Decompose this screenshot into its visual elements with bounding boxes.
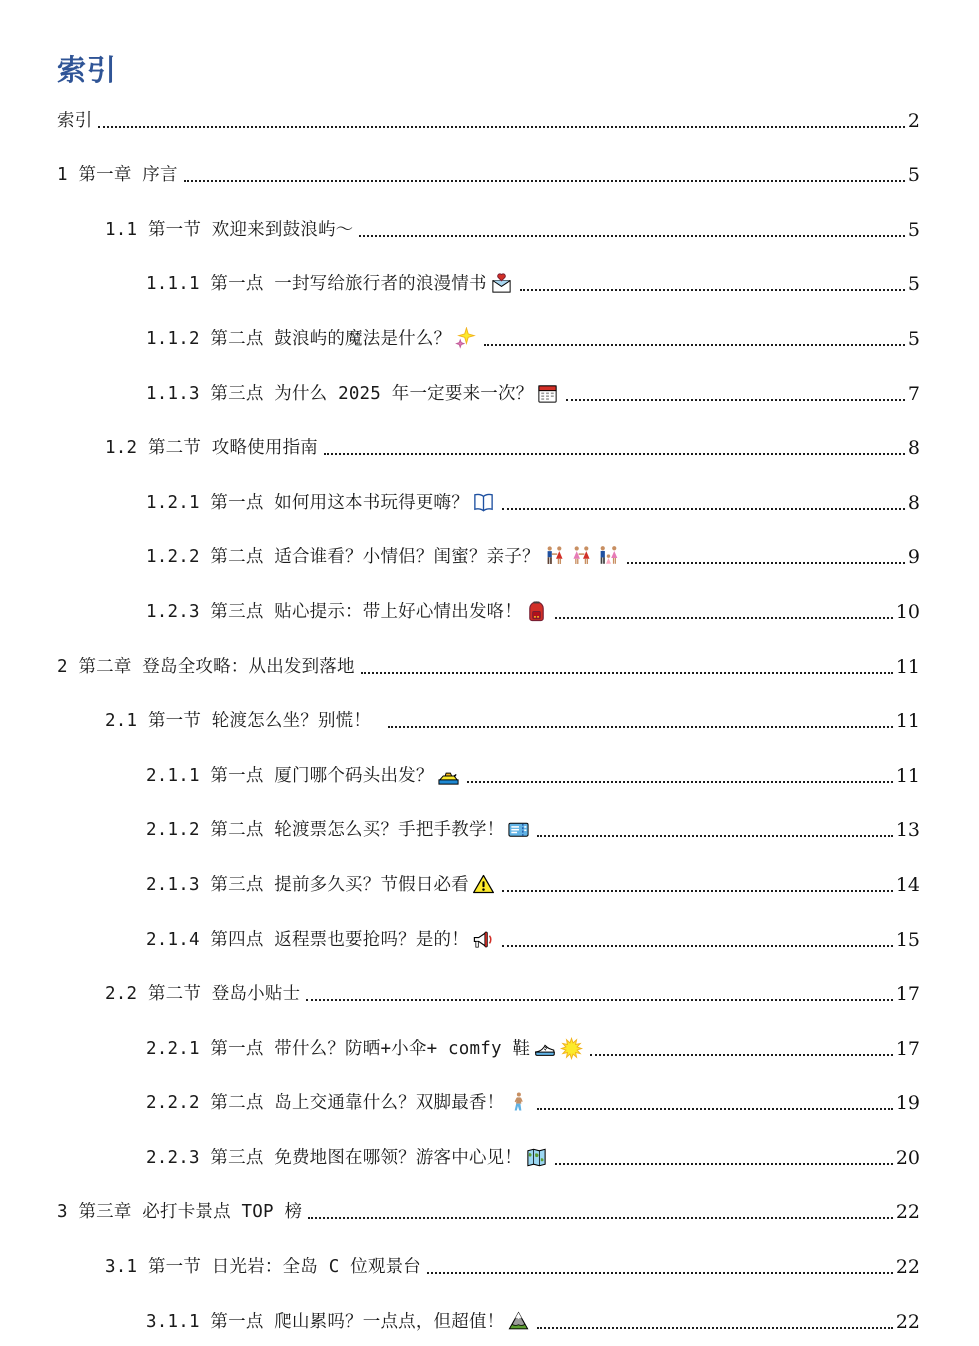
toc-entry[interactable] — [57, 1018, 920, 1073]
toc-entry[interactable] — [57, 800, 920, 855]
dot-leader — [388, 726, 893, 728]
open-book-icon — [472, 491, 495, 514]
toc-page-number: 13 — [895, 819, 920, 842]
dot-leader — [537, 1108, 892, 1110]
mountain-icon — [507, 1310, 530, 1333]
toc-page-number: 11 — [895, 764, 920, 787]
toc-entry[interactable] — [57, 636, 920, 691]
dot-leader — [627, 562, 905, 564]
toc-entry-label: 1.2.1 第一点 如何用这本书玩得更嗨？ — [146, 492, 469, 513]
toc-entry-icons — [522, 1146, 549, 1170]
toc-entry-label: 索引 — [57, 110, 93, 131]
toc-page-number: 7 — [907, 382, 920, 405]
dot-leader — [502, 890, 893, 892]
dot-leader — [308, 1217, 893, 1219]
toc-entry-label: 2.1.2 第二点 轮渡票怎么买？手把手教学！ — [146, 820, 505, 841]
sun-icon — [560, 1037, 583, 1060]
toc-entry-label: 1.1.1 第一点 一封写给旅行者的浪漫情书 — [146, 274, 487, 295]
warning-icon — [472, 873, 495, 896]
dot-leader — [324, 453, 905, 455]
toc-page-number: 17 — [895, 1037, 920, 1060]
toc-entry-label: 1.1 第一节 欢迎来到鼓浪屿～ — [105, 219, 354, 240]
toc-entry-icons — [469, 491, 496, 515]
toc-page-number: 14 — [895, 873, 920, 896]
toc-entry[interactable] — [57, 581, 920, 636]
dot-leader — [184, 180, 905, 182]
toc-page-number: 22 — [895, 1256, 920, 1279]
ticket-icon — [507, 818, 530, 841]
dot-leader — [427, 1272, 893, 1274]
toc-entry-label: 2.1 第一节 轮渡怎么坐？别慌！ — [105, 711, 382, 732]
toc-entry-icons — [540, 545, 621, 569]
toc-entry-label: 2 第二章 登岛全攻略：从出发到落地 — [57, 656, 355, 677]
family-icon — [597, 545, 620, 568]
toc-entry-icons — [451, 327, 478, 351]
dot-leader — [555, 617, 893, 619]
toc-entry[interactable] — [57, 90, 920, 145]
table-of-contents — [57, 90, 920, 1346]
toc-entry-label: 2.1.4 第四点 返程票也要抢吗？是的！ — [146, 929, 469, 950]
toc-entry-label: 1.2.2 第二点 适合谁看？小情侣？闺蜜？亲子？ — [146, 547, 540, 568]
dot-leader — [502, 945, 893, 947]
dot-leader — [537, 835, 892, 837]
page-title: 索引 — [57, 53, 118, 87]
calendar-icon — [536, 382, 559, 405]
toc-page-number: 20 — [895, 1146, 920, 1169]
toc-page-number: 5 — [907, 273, 920, 296]
toc-entry[interactable] — [57, 527, 920, 582]
toc-entry-icons — [530, 1037, 584, 1061]
toc-entry-icons — [504, 1310, 531, 1334]
toc-page-number: 10 — [895, 600, 920, 623]
toc-page-number: 8 — [907, 491, 920, 514]
toc-entry[interactable] — [57, 1127, 920, 1182]
toc-entry-icons — [533, 382, 560, 406]
toc-entry-icons — [487, 272, 514, 296]
toc-entry-label: 3.1.1 第一点 爬山累吗？一点点，但超值！ — [146, 1311, 505, 1332]
toc-entry-icons — [469, 873, 496, 897]
toc-entry[interactable] — [57, 254, 920, 309]
toc-entry-label: 2.2.2 第二点 岛上交通靠什么？双脚最香！ — [146, 1093, 505, 1114]
toc-page-number: 11 — [895, 655, 920, 678]
toc-entry-label: 2.2 第二节 登岛小贴士 — [105, 984, 301, 1005]
backpack-icon — [525, 600, 548, 623]
dot-leader — [98, 126, 905, 128]
toc-entry[interactable] — [57, 1236, 920, 1291]
toc-page-number: 22 — [895, 1310, 920, 1333]
toc-page-number: 8 — [907, 437, 920, 460]
dot-leader — [520, 289, 905, 291]
toc-page-number: 5 — [907, 327, 920, 350]
toc-entry[interactable] — [57, 1291, 920, 1346]
dot-leader — [502, 508, 905, 510]
toc-page-number: 5 — [907, 164, 920, 187]
toc-entry-label: 2.1.3 第三点 提前多久买？节假日必看 — [146, 874, 469, 895]
toc-entry[interactable] — [57, 909, 920, 964]
speedboat-icon — [437, 764, 460, 787]
dot-leader — [467, 781, 893, 783]
toc-entry-label: 3.1 第一节 日光岩：全岛 C 位观景台 — [105, 1257, 421, 1278]
toc-entry[interactable] — [57, 745, 920, 800]
toc-entry-label: 3 第三章 必打卡景点 TOP 榜 — [57, 1202, 303, 1223]
toc-page-number: 17 — [895, 983, 920, 1006]
toc-page-number: 11 — [895, 710, 920, 733]
toc-entry[interactable] — [57, 418, 920, 473]
toc-entry[interactable] — [57, 854, 920, 909]
dot-leader — [555, 1163, 893, 1165]
couple-icon — [543, 545, 566, 568]
toc-entry[interactable] — [57, 691, 920, 746]
toc-entry-icons — [469, 928, 496, 952]
love-letter-icon — [490, 272, 513, 295]
toc-entry-label: 1.1.3 第三点 为什么 2025 年一定要来一次？ — [146, 383, 534, 404]
sparkles-icon — [454, 327, 477, 350]
toc-entry[interactable] — [57, 308, 920, 363]
toc-entry-label: 2.1.1 第一点 厦门哪个码头出发？ — [146, 765, 434, 786]
dot-leader — [361, 672, 893, 674]
dot-leader — [306, 999, 893, 1001]
toc-entry[interactable] — [57, 1182, 920, 1237]
toc-entry[interactable] — [57, 472, 920, 527]
toc-entry[interactable] — [57, 363, 920, 418]
toc-entry-label: 1.1.2 第二点 鼓浪屿的魔法是什么？ — [146, 328, 452, 349]
toc-entry[interactable] — [57, 964, 920, 1019]
toc-entry[interactable] — [57, 1073, 920, 1128]
toc-page-number: 9 — [907, 546, 920, 569]
toc-page-number: 22 — [895, 1201, 920, 1224]
two-women-icon — [570, 545, 593, 568]
dot-leader — [566, 399, 905, 401]
dot-leader — [590, 1054, 893, 1056]
toc-entry-label: 2.2.3 第三点 免费地图在哪领？游客中心见！ — [146, 1147, 523, 1168]
toc-entry[interactable] — [57, 199, 920, 254]
dot-leader — [484, 344, 905, 346]
toc-entry[interactable] — [57, 145, 920, 200]
world-map-icon — [525, 1146, 548, 1169]
toc-entry-label: 2.2.1 第一点 带什么？防晒+小伞+ comfy 鞋 — [146, 1038, 531, 1059]
toc-entry-icons — [522, 600, 549, 624]
toc-entry-icons — [504, 1091, 531, 1115]
person-walking-icon — [507, 1091, 530, 1114]
toc-entry-label: 1.2.3 第三点 贴心提示：带上好心情出发咯！ — [146, 601, 523, 622]
toc-page-number: 5 — [907, 218, 920, 241]
dot-leader — [359, 235, 905, 237]
toc-entry-icons — [504, 818, 531, 842]
toc-page-number: 19 — [895, 1092, 920, 1115]
toc-page-number: 15 — [895, 928, 920, 951]
dot-leader — [537, 1327, 892, 1329]
toc-page-number: 2 — [907, 109, 920, 132]
toc-entry-label: 1.2 第二节 攻略使用指南 — [105, 438, 318, 459]
megaphone-icon — [472, 928, 495, 951]
toc-entry-icons — [434, 764, 461, 788]
running-shoe-icon — [533, 1037, 556, 1060]
toc-entry-label: 1 第一章 序言 — [57, 165, 178, 186]
